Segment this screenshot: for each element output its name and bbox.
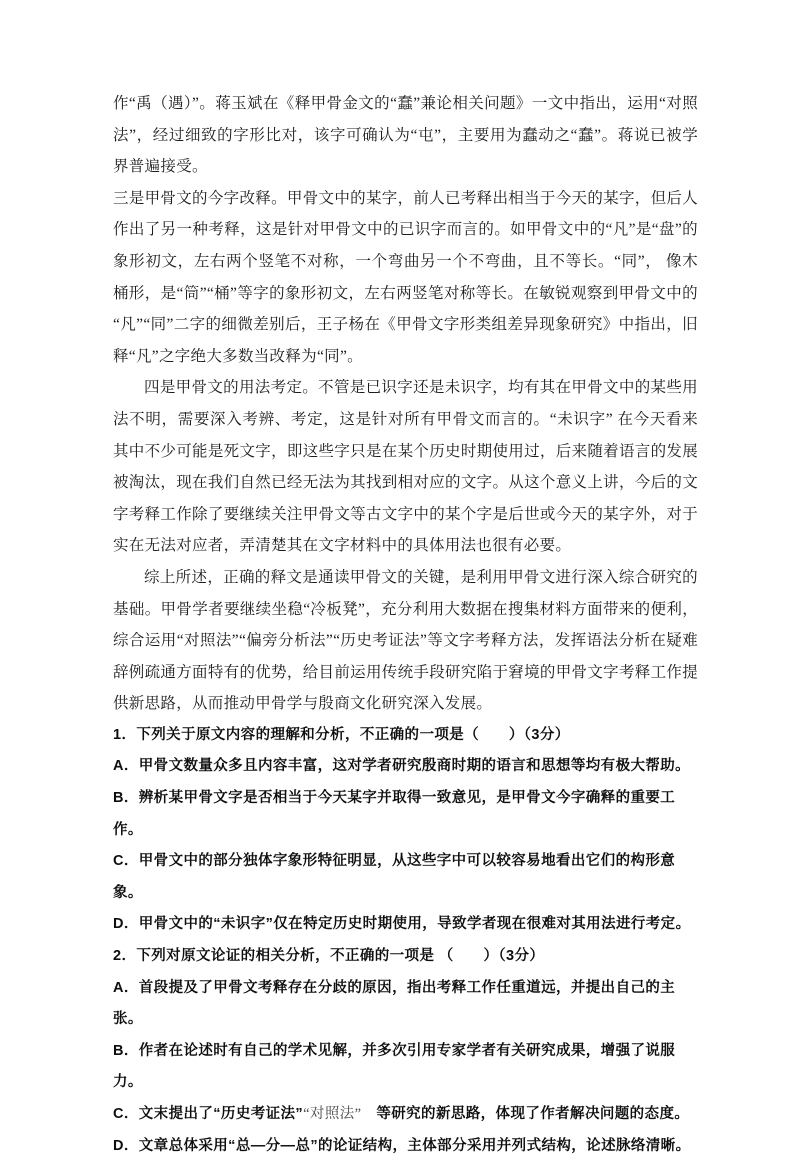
question-2-option-d: D．文章总体采用“总—分—总”的论证结构，主体部分采用并列式结构，论述脉络清晰。 xyxy=(113,1137,691,1154)
document-content xyxy=(113,88,698,1162)
question-2-option-c-script-run: “对照法” xyxy=(303,1106,362,1122)
question-2-stem: 2．下列对原文论证的相关分析，不正确的一项是 （ ）（3分） xyxy=(113,948,545,965)
body-paragraph-2: 三是甲骨文的今字改释。甲骨文中的某字，前人已考释出相当于今天的某字，但后人作出了另一种考释，这是针对甲骨文中的已识字而言的。如甲骨文中的“凡”是“盘”的象形初文，左右两个竖笔不对称，一个弯曲另一个不弯曲，且不等长。“同”， 像木桶形，是“筒”“桶”等字的象形初文，左右两竖笔对称等长。在敏锐观察到甲骨文中的“凡”“同”二字的细微差别后，王子杨在《甲骨文字形类组差异现象研究》中指出，旧释“凡”之字绝大多数当改释为“同”。 xyxy=(113,189,698,365)
question-2-option-c-heavy-suffix: 等研究的新思路，体现了作者解决问题的态度。 xyxy=(361,1106,690,1122)
question-1-option-b: B．辨析某甲骨文字是否相当于今天某字并取得一致意见，是甲骨文今字确释的重要工作。 xyxy=(113,790,676,838)
question-2-option-c-heavy-prefix: C．文末提出了“历史考证法” xyxy=(113,1106,304,1122)
body-paragraph-3: 四是甲骨文的用法考定。不管是已识字还是未识字，均有其在甲骨文中的某些用法不明，需要深入考辨、考定，这是针对所有甲骨文而言的。“未识字” 在今天看来其中不少可能是死文字，即这些字只是在某个历史时期使用过，后来随着语言的发展被淘汰，现在我们自然已经无法为其找到相对应的文字。从这个意义上讲，今后的文字考释工作除了要继续关注甲骨文等古文字中的某个字是后世或今天的某字外，对于实在无法对应者，弄清楚其在文字材料中的具体用法也很有必要。 xyxy=(113,379,698,555)
question-1 xyxy=(113,720,698,941)
question-1-option-c: C．甲骨文中的部分独体字象形特征明显，从这些字中可以较容易地看出它们的构形意象。 xyxy=(113,853,676,901)
question-1-option-a: A．甲骨文数量众多且内容丰富，这对学者研究殷商时期的语言和思想等均有极大帮助。 xyxy=(113,758,691,775)
body-paragraph-1: 作“禹（遇）”。蒋玉斌在《释甲骨金文的“蠢”兼论相关问题》一文中指出，运用“对照法”，经过细致的字形比对，该字可确认为“屯”，主要用为蠢动之“蠢”。蒋说已被学界普遍接受。 xyxy=(113,95,698,176)
question-1-stem: 1．下列关于原文内容的理解和分析，不正确的一项是（ ）（3分） xyxy=(113,726,570,743)
question-2-option-a: A．首段提及了甲骨文考释存在分歧的原因，指出考释工作任重道远，并提出自己的主张。 xyxy=(113,979,676,1028)
question-2-option-b: B．作者在论述时有自己的学术见解，并多次引用专家学者有关研究成果，增强了说服力。 xyxy=(113,1042,676,1091)
question-2-option-c xyxy=(113,1099,698,1131)
body-paragraph-4: 综上所述，正确的释文是通读甲骨文的关键，是利用甲骨文进行深入综合研究的基础。甲骨学者要继续坐稳“冷板凳”，充分利用大数据在搜集材料方面带来的便利，综合运用“对照法”“偏旁分析法”“历史考证法”等文字考释方法，发挥语法分析在疑难辞例疏通方面特有的优势，给目前运用传统手段研究陷于窘境的甲骨文字考释工作提供新思路，从而推动甲骨学与殷商文化研究深入发展。 xyxy=(113,568,698,713)
question-1-option-d: D．甲骨文中的“未识字”仅在特定历史时期使用，导致学者现在很难对其用法进行考定。 xyxy=(113,916,691,933)
question-2 xyxy=(113,941,698,1162)
